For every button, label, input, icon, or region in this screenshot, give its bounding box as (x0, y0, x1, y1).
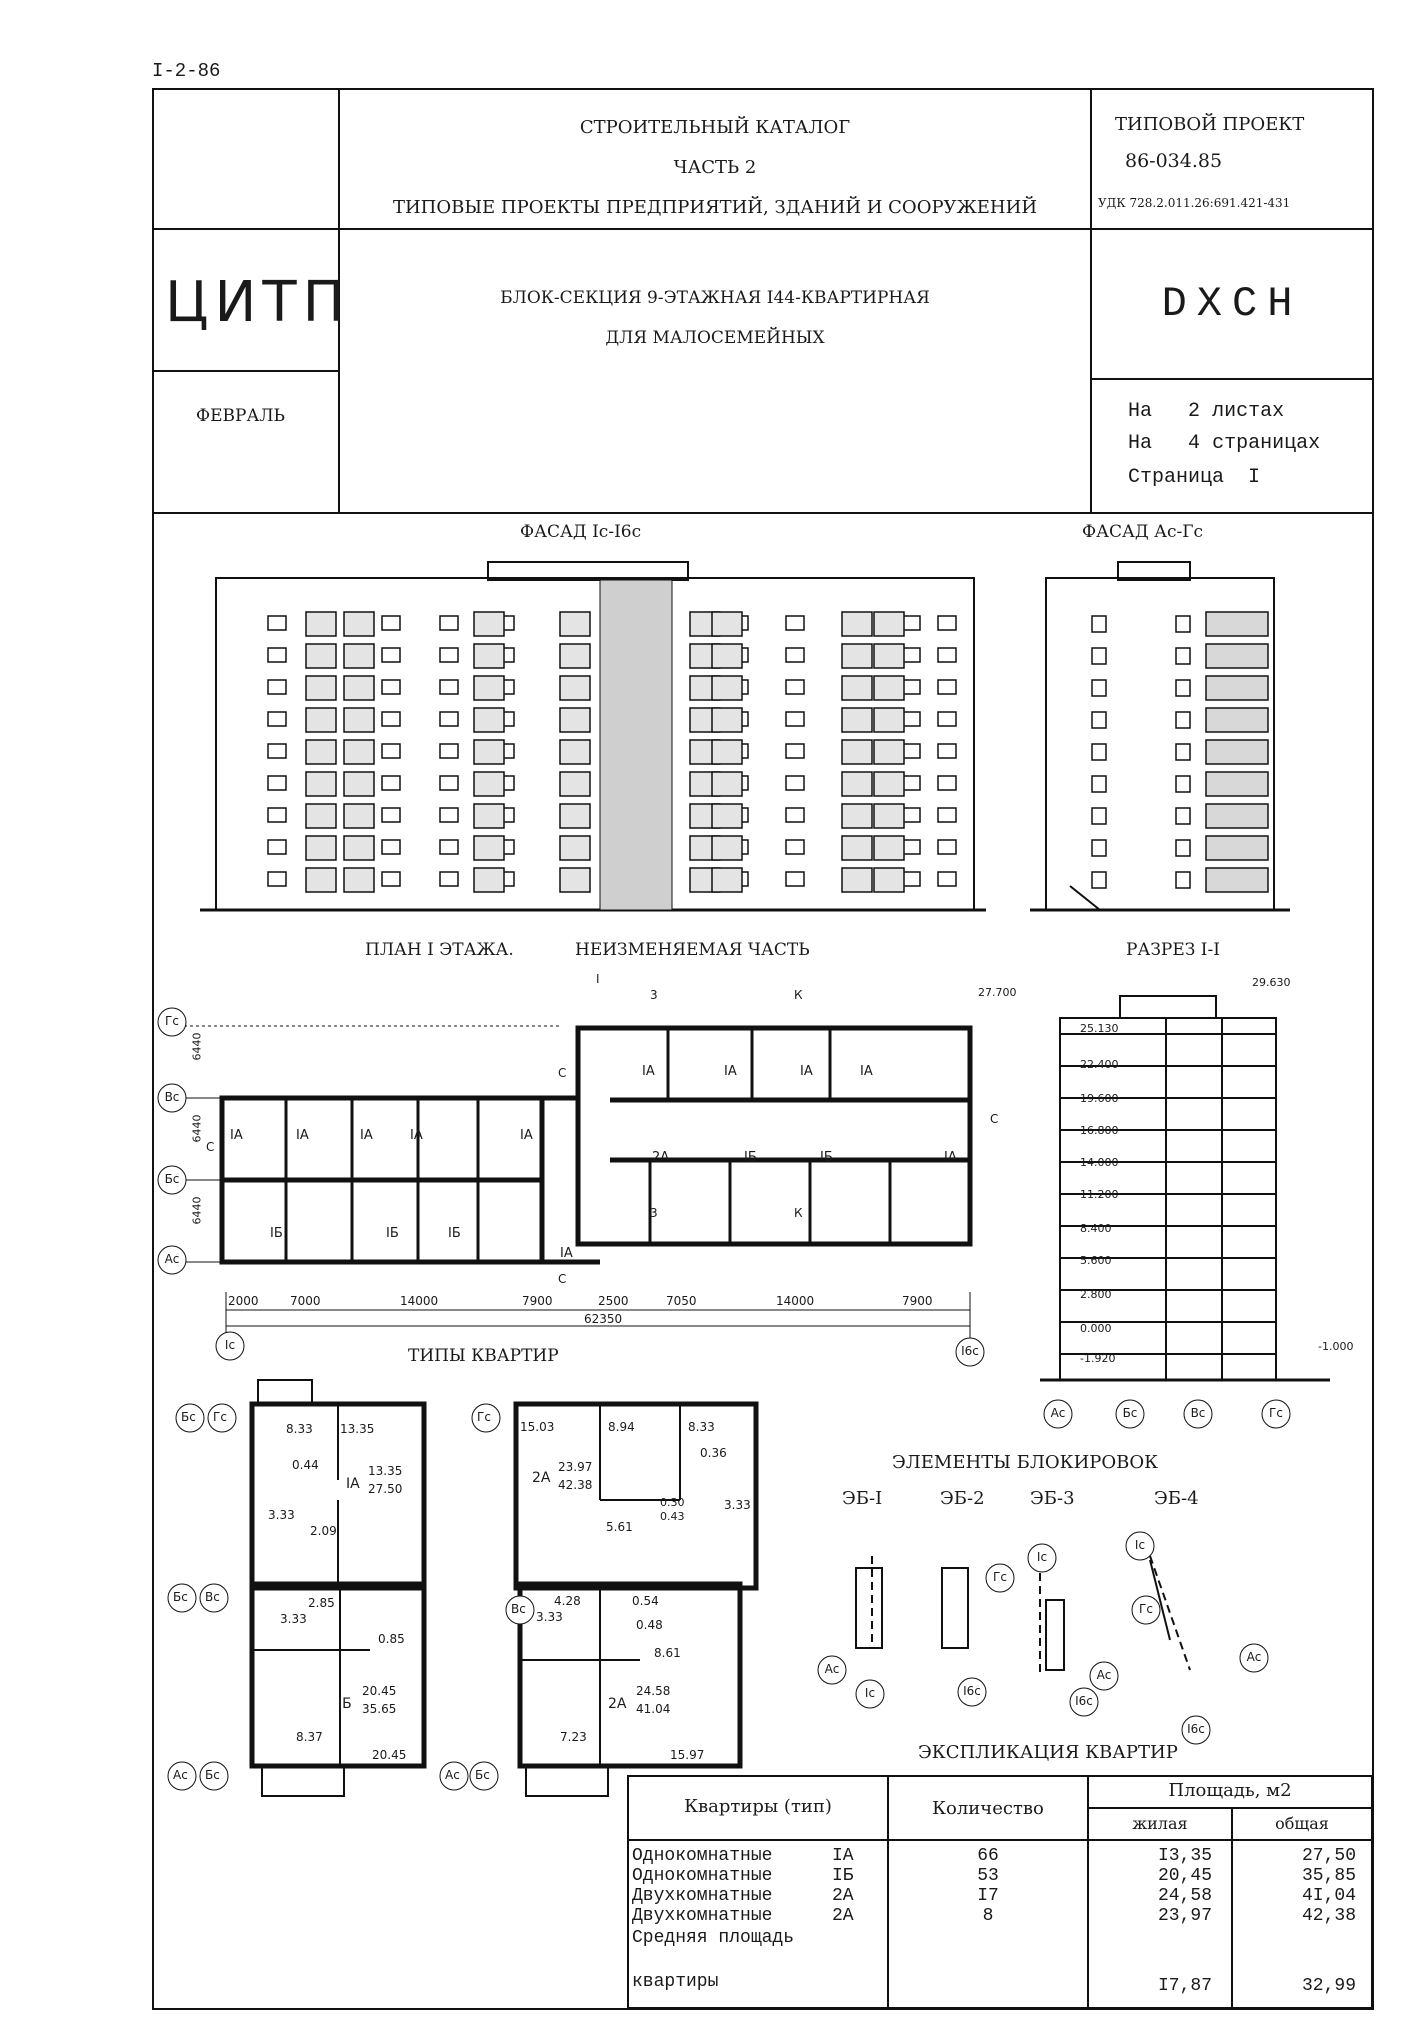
plan-dim-4: 7900 (522, 1294, 553, 1308)
sheets-prefix: На (1128, 400, 1153, 423)
plan-room-label: IБ (270, 1226, 283, 1241)
plan-room-label: IА (520, 1128, 533, 1143)
plan-room-label: IА (410, 1128, 423, 1143)
plan-mark-2: 3 (650, 988, 658, 1002)
month: ФЕВРАЛЬ (196, 406, 285, 426)
apt4-type: 2А (608, 1696, 627, 1712)
plan-side-dim-2: 6440 (190, 1114, 204, 1143)
plan-axis-16c: I6с (961, 1344, 979, 1358)
apt3-axis: Вс (205, 1590, 220, 1604)
apt3-axis: Ас (173, 1768, 188, 1782)
apt1-room: 0.44 (292, 1458, 319, 1472)
apt3-room: 20.45 (372, 1748, 407, 1762)
apt2-room: 0.30 (660, 1496, 685, 1509)
row-name: Двухкомнатные (632, 1906, 773, 1926)
project-label: ТИПОВОЙ ПРОЕКТ (1115, 114, 1305, 135)
project-number: 86-034.85 (1125, 150, 1223, 172)
apt2-living: 23.97 (558, 1460, 593, 1474)
catalog-title: СТРОИТЕЛЬНЫЙ КАТАЛОГ (579, 117, 851, 138)
plan-dim-5: 2500 (598, 1294, 629, 1308)
col-total: общая (1275, 1814, 1329, 1833)
apt1-room: 3.33 (268, 1508, 295, 1522)
blocking-item-3: ЭБ-3 (1030, 1488, 1075, 1509)
section-level-label: -1.920 (1080, 1352, 1116, 1365)
section-level-label: 2.800 (1080, 1288, 1112, 1301)
apt1-room: 2.09 (310, 1524, 337, 1538)
section-level-label: 5.600 (1080, 1254, 1112, 1267)
apt1-living: 13.35 (368, 1464, 403, 1478)
apt2-axis: Гс (477, 1410, 491, 1424)
plan-axis-v: Вс (164, 1090, 180, 1104)
sheet-code: I-2-86 (152, 60, 221, 82)
apt2-room: 0.36 (700, 1446, 727, 1460)
blocking-axis-label: Iс (864, 1686, 876, 1700)
blocking-axis-label: I6с (963, 1684, 981, 1698)
row-type: 2А (832, 1886, 854, 1906)
project-title-2: ДЛЯ МАЛОСЕМЕЙНЫХ (605, 328, 825, 348)
apt2-room: 5.61 (606, 1520, 633, 1534)
blocking-axis-label: I6с (1075, 1694, 1093, 1708)
udk-code: УДК 728.2.011.26:691.421-431 (1098, 196, 1291, 210)
section-title: РАЗРЕЗ I-I (1126, 940, 1220, 960)
blocking-axis-label: Ас (1096, 1668, 1112, 1682)
pages-count: 4 (1188, 432, 1201, 455)
apt3-room: 3.33 (280, 1612, 307, 1626)
apt3-room: 0.85 (378, 1632, 405, 1646)
pages-label: страницах (1212, 432, 1321, 455)
plan-room-label: IА (296, 1128, 309, 1143)
explication-title: ЭКСПЛИКАЦИЯ КВАРТИР (918, 1742, 1178, 1763)
blocking-axis-label: Iс (1036, 1550, 1048, 1564)
row-living: 24,58 (1157, 1886, 1212, 1906)
sheets-label: листах (1212, 400, 1285, 423)
plan-dim-total: 62350 (584, 1312, 623, 1326)
plan-room-label: IБ (386, 1226, 399, 1241)
pages-prefix: На (1128, 432, 1153, 455)
avg-living: I7,87 (1157, 1976, 1212, 1996)
avg-total: 32,99 (1301, 1976, 1356, 1996)
stamp-code: DXCH (1161, 280, 1303, 328)
blocking-title: ЭЛЕМЕНТЫ БЛОКИРОВОК (892, 1452, 1159, 1473)
plan-mark-7: К (794, 1206, 803, 1220)
sheets-count: 2 (1188, 400, 1201, 423)
apt4-room: 0.48 (636, 1618, 663, 1632)
apt4-room: 15.97 (670, 1748, 705, 1762)
catalog-subtitle: ТИПОВЫЕ ПРОЕКТЫ ПРЕДПРИЯТИЙ, ЗДАНИЙ И СООРУЖЕНИЙ (392, 197, 1038, 218)
section-axis-b: Бс (1122, 1406, 1138, 1420)
row-total: 35,85 (1301, 1866, 1356, 1886)
plan-room-label: IБ (744, 1150, 757, 1165)
plan-room-label: IА (642, 1064, 655, 1079)
plan-mark-4: С (558, 1066, 567, 1080)
blocking-axis-label: Гс (993, 1570, 1007, 1584)
plan-dim-7: 14000 (776, 1294, 815, 1308)
row-total: 27,50 (1301, 1846, 1356, 1866)
apt4-axis: Бс (475, 1768, 490, 1782)
plan-axis-a: Ас (164, 1252, 180, 1266)
section-axis-a: Ас (1050, 1406, 1066, 1420)
col-type: Квартиры (тип) (684, 1796, 832, 1817)
blocking-item-1: ЭБ-I (842, 1488, 883, 1509)
catalog-part: ЧАСТЬ 2 (673, 157, 757, 178)
plan-room-label: IА (944, 1150, 957, 1165)
apt4-room: 7.23 (560, 1730, 587, 1744)
plan-mark-9: С (558, 1272, 567, 1286)
apt2-room: 8.33 (688, 1420, 715, 1434)
apt1-total: 27.50 (368, 1482, 403, 1496)
apt2-axis: Вс (511, 1602, 526, 1616)
section-level-label: 11.200 (1080, 1188, 1119, 1201)
apt2-room: 8.94 (608, 1420, 635, 1434)
plan-room-label: IА (230, 1128, 243, 1143)
blocking-item-2: ЭБ-2 (940, 1488, 985, 1509)
apt3-total: 35.65 (362, 1702, 397, 1716)
row-type: IА (832, 1846, 854, 1866)
apt2-type: 2А (532, 1470, 551, 1486)
apt1-axis: Бс (181, 1410, 196, 1424)
apt3-axis: Бс (173, 1590, 188, 1604)
plan-room-label: IА (360, 1128, 373, 1143)
section-level-label: 29.630 (1252, 976, 1291, 989)
blocking-axis-label: Ас (1246, 1650, 1262, 1664)
section-level-label: 19.600 (1080, 1092, 1119, 1105)
apt1-type: IА (346, 1476, 360, 1492)
apt4-room: 4.28 (554, 1594, 581, 1608)
section-axis-g: Гс (1269, 1406, 1283, 1420)
plan-room-label: IА (724, 1064, 737, 1079)
blocking-axis-label: Гс (1139, 1602, 1153, 1616)
apt2-room: 15.03 (520, 1420, 555, 1434)
project-title-1: БЛОК-СЕКЦИЯ 9-ЭТАЖНАЯ I44-КВАРТИРНАЯ (500, 288, 930, 308)
section-level-label: 16.800 (1080, 1124, 1119, 1137)
blocking-axis-label: I6с (1187, 1722, 1205, 1736)
apt4-living: 24.58 (636, 1684, 671, 1698)
plan-room-label: IБ (820, 1150, 833, 1165)
apt1-room: 8.33 (286, 1422, 313, 1436)
facade2-title: ФАСАД Ас-Гс (1082, 522, 1204, 542)
plan-mark-6: 3 (650, 1206, 658, 1220)
section-axis-v: Вс (1190, 1406, 1206, 1420)
plan-mark-5: С (206, 1140, 215, 1154)
plan-dim-6: 7050 (666, 1294, 697, 1308)
org-name: ЦИТП (165, 270, 351, 335)
apt1-room: 13.35 (340, 1422, 375, 1436)
row-name: Двухкомнатные (632, 1886, 773, 1906)
plan-room-label: 2А (652, 1150, 670, 1165)
apt3-living: 20.45 (362, 1684, 397, 1698)
row-qty: I7 (977, 1886, 999, 1906)
apt3-axis: Бс (205, 1768, 220, 1782)
apt4-room: 0.54 (632, 1594, 659, 1608)
plan-axis-1c: Iс (224, 1338, 236, 1352)
row-living: I3,35 (1157, 1846, 1212, 1866)
blocking-item-4: ЭБ-4 (1154, 1488, 1199, 1509)
row-total: 4I,04 (1301, 1886, 1356, 1906)
plan-room-label: IА (860, 1064, 873, 1079)
row-living: 23,97 (1157, 1906, 1212, 1926)
blocking-axis-label: Ас (824, 1662, 840, 1676)
row-name: Однокомнатные (632, 1866, 773, 1886)
row-total: 42,38 (1301, 1906, 1356, 1926)
section-level-label: -1.000 (1318, 1340, 1354, 1353)
row-qty: 53 (977, 1866, 999, 1886)
page-number: I (1248, 466, 1261, 489)
plan-room-label: IА (800, 1064, 813, 1079)
plan-dim-3: 14000 (400, 1294, 439, 1308)
row-qty: 8 (982, 1906, 994, 1926)
row-living: 20,45 (1157, 1866, 1212, 1886)
plan-side-dim-3: 6440 (190, 1196, 204, 1225)
apt4-axis: Ас (445, 1768, 460, 1782)
row-type: IБ (832, 1866, 854, 1886)
apt2-total: 42.38 (558, 1478, 593, 1492)
plan-room-label: IБ (448, 1226, 461, 1241)
plan-dim-8: 7900 (902, 1294, 933, 1308)
plan-axis-b: Бс (164, 1172, 180, 1186)
apt1-axis: Гс (213, 1410, 227, 1424)
plan-room-label: IА (560, 1246, 573, 1261)
apt3-room: 2.85 (308, 1596, 335, 1610)
section-level-label: 27.700 (978, 986, 1017, 999)
section-level-label: 25.130 (1080, 1022, 1119, 1035)
row-type: 2А (832, 1906, 854, 1926)
section-level-label: 14.000 (1080, 1156, 1119, 1169)
row-name: Однокомнатные (632, 1846, 773, 1866)
plan-mark-3: К (794, 988, 803, 1002)
section-level-label: 0.000 (1080, 1322, 1112, 1335)
plan-dim-2: 7000 (290, 1294, 321, 1308)
apt4-room: 8.61 (654, 1646, 681, 1660)
section-level-label: 8.400 (1080, 1222, 1112, 1235)
plan-subtitle: НЕИЗМЕНЯЕМАЯ ЧАСТЬ (575, 940, 810, 960)
col-living: жилая (1132, 1814, 1188, 1833)
apt4-total: 41.04 (636, 1702, 671, 1716)
plan-axis-g: Гс (165, 1014, 179, 1028)
plan-mark-1: I (596, 972, 600, 986)
plan-mark-8: С (990, 1112, 999, 1126)
apt3-type: IБ (338, 1696, 352, 1712)
avg-label-2: квартиры (632, 1972, 719, 1992)
plan-side-dim-1: 6440 (190, 1032, 204, 1061)
avg-label-1: Средняя площадь (632, 1928, 795, 1948)
apt-types-title: ТИПЫ КВАРТИР (408, 1346, 559, 1366)
row-qty: 66 (977, 1846, 999, 1866)
apt3-room: 8.37 (296, 1730, 323, 1744)
apt2-room: 0.43 (660, 1510, 685, 1523)
facade1-title: ФАСАД Iс-I6с (520, 522, 642, 542)
section-level-label: 22.400 (1080, 1058, 1119, 1071)
plan-title: ПЛАН I ЭТАЖА. (365, 940, 514, 960)
blocking-axis-label: Iс (1134, 1538, 1146, 1552)
col-qty: Количество (932, 1798, 1044, 1819)
plan-dim-1: 2000 (228, 1294, 259, 1308)
page-label: Страница (1128, 466, 1225, 489)
apt4-room: 3.33 (536, 1610, 563, 1624)
col-area: Площадь, м2 (1168, 1780, 1292, 1801)
apt2-room: 3.33 (724, 1498, 751, 1512)
